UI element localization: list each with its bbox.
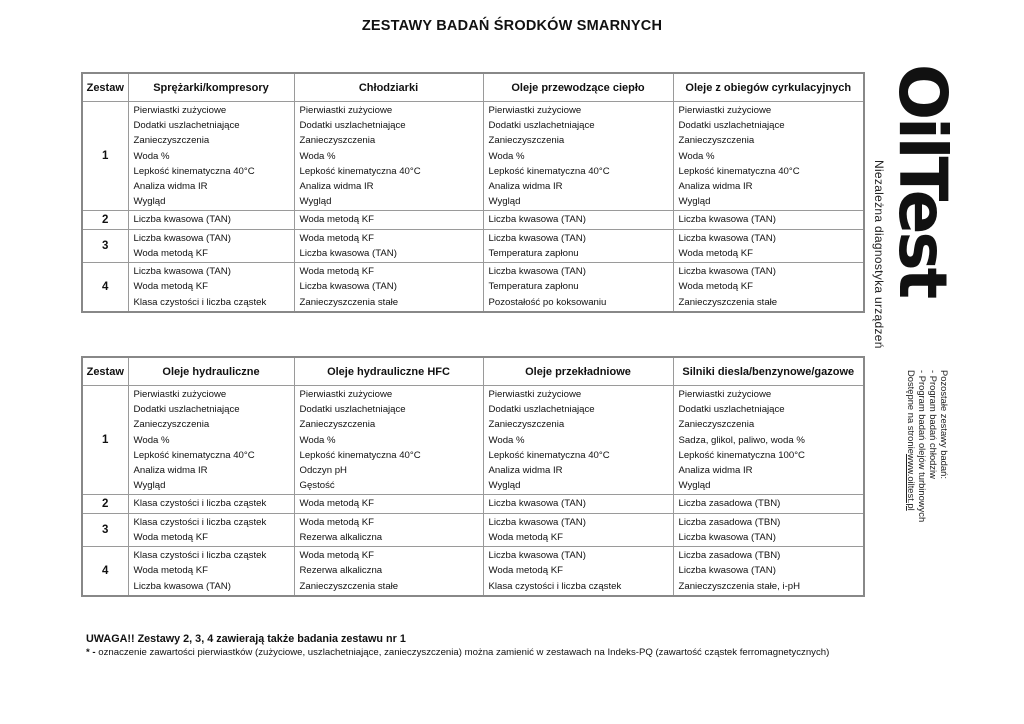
test-item: Klasa czystości i liczba cząstek xyxy=(133,516,267,528)
test-item: Pozostałość po koksowaniu xyxy=(488,296,607,308)
table-body xyxy=(82,386,864,596)
test-item: Liczba kwasowa (TAN) xyxy=(488,516,586,528)
table-cell xyxy=(128,211,294,229)
test-sets-table-2 xyxy=(81,356,865,597)
set-number: 1 xyxy=(82,386,128,495)
test-item: Pierwiastki zużyciowe xyxy=(678,389,772,400)
test-item: Liczba kwasowa (TAN) xyxy=(488,232,586,244)
test-item: Woda metodą KF xyxy=(133,281,208,293)
set-number: 4 xyxy=(82,547,128,596)
test-item: Dodatki uszlachetniające xyxy=(488,120,595,132)
test-item: Dodatki uszlachetniające xyxy=(133,404,240,416)
test-item: Analiza widma IR xyxy=(133,465,208,477)
table-cell xyxy=(128,263,294,312)
test-item: Woda metodą KF xyxy=(488,532,563,544)
test-item: Woda metodą KF xyxy=(488,565,563,577)
column-header: Oleje przekładniowe xyxy=(483,357,673,386)
test-item: Sadza, glikol, paliwo, woda % xyxy=(678,434,805,446)
column-header: Silniki diesla/benzynowe/gazowe xyxy=(673,357,864,386)
test-item: Klasa czystości i liczba cząstek xyxy=(488,580,622,592)
test-item: Woda metodą KF xyxy=(133,248,208,260)
test-item: Zanieczyszczenia xyxy=(299,419,376,431)
table-cell xyxy=(128,495,294,513)
test-item: Wygląd xyxy=(133,480,166,492)
test-item: Lepkość kinematyczna 40°C xyxy=(133,165,255,177)
table-cell xyxy=(294,229,483,262)
test-item: Pierwiastki zużyciowe xyxy=(488,389,582,400)
test-item: Pierwiastki zużyciowe xyxy=(133,389,227,400)
test-item: Woda metodą KF xyxy=(299,232,374,244)
table-cell xyxy=(294,263,483,312)
test-item: Analiza widma IR xyxy=(488,465,563,477)
table-header-row xyxy=(82,357,864,386)
test-item: Wygląd xyxy=(133,196,166,208)
test-item: Zanieczyszczenia xyxy=(488,419,565,431)
table-row xyxy=(82,211,864,229)
test-item: Zanieczyszczenia xyxy=(678,135,755,147)
notes xyxy=(86,632,829,659)
test-item: Woda % xyxy=(488,434,525,446)
other-sets-item: - Program badań olejów turbinowych xyxy=(917,370,928,523)
test-sets-table-1 xyxy=(81,72,865,313)
test-item: Zanieczyszczenia stałe xyxy=(299,296,399,308)
table-cell xyxy=(128,547,294,596)
test-item: Pierwiastki zużyciowe xyxy=(678,105,772,116)
table-cell xyxy=(483,386,673,495)
test-item: Woda % xyxy=(133,150,170,162)
test-item: Woda % xyxy=(299,434,336,446)
table-cell xyxy=(294,211,483,229)
test-item: Woda metodą KF xyxy=(678,248,753,260)
column-header: Oleje przewodzące ciepło xyxy=(483,73,673,102)
test-item: Analiza widma IR xyxy=(678,465,753,477)
table-cell xyxy=(483,102,673,211)
test-item: Liczba kwasowa (TAN) xyxy=(678,565,776,577)
set-number: 2 xyxy=(82,211,128,229)
test-item: Rezerwa alkaliczna xyxy=(299,565,383,577)
test-item: Pierwiastki zużyciowe xyxy=(488,105,582,116)
test-item: Klasa czystości i liczba cząstek xyxy=(133,550,267,562)
test-item: Wygląd xyxy=(678,196,711,208)
column-header-set: Zestaw xyxy=(82,357,128,386)
table-row xyxy=(82,547,864,596)
test-item: Lepkość kinematyczna 40°C xyxy=(299,165,421,177)
test-item: Liczba kwasowa (TAN) xyxy=(488,214,586,226)
footnote-text: oznaczenie zawartości pierwiastków (zużyciowe, uszlachetniające, zanieczyszczenia) można zamienić w zestawach na Indeks-PQ (zawartość cząstek ferromagnetycznych) xyxy=(95,647,830,658)
test-item: Dodatki uszlachetniające xyxy=(133,120,240,132)
test-item: Zanieczyszczenia xyxy=(678,419,755,431)
column-header: Chłodziarki xyxy=(294,73,483,102)
test-item: Woda metodą KF xyxy=(133,532,208,544)
test-item: Wygląd xyxy=(299,196,332,208)
table-cell xyxy=(673,513,864,546)
test-item: Lepkość kinematyczna 40°C xyxy=(488,165,610,177)
test-item: Woda metodą KF xyxy=(133,565,208,577)
test-item: Odczyn pH xyxy=(299,465,347,477)
table-row xyxy=(82,229,864,262)
test-item: Dodatki uszlachetniające xyxy=(299,404,406,416)
table-cell xyxy=(673,386,864,495)
test-item: Liczba kwasowa (TAN) xyxy=(133,214,231,226)
test-item: Lepkość kinematyczna 40°C xyxy=(133,449,255,461)
test-item: Liczba zasadowa (TBN) xyxy=(678,516,781,528)
table-cell xyxy=(673,495,864,513)
set-number: 3 xyxy=(82,513,128,546)
warning-note: UWAGA!! Zestawy 2, 3, 4 zawierają także badania zestawu nr 1 xyxy=(86,633,406,645)
test-item: Zanieczyszczenia stałe xyxy=(299,580,399,592)
test-item: Klasa czystości i liczba cząstek xyxy=(133,498,267,510)
test-item: Pierwiastki zużyciowe xyxy=(133,105,227,116)
test-item: Zanieczyszczenia stałe xyxy=(678,296,778,308)
test-item: Zanieczyszczenia xyxy=(488,135,565,147)
table-cell xyxy=(294,547,483,596)
test-item: Woda metodą KF xyxy=(299,550,374,562)
test-item: Liczba kwasowa (TAN) xyxy=(678,232,776,244)
test-item: Woda % xyxy=(678,150,715,162)
table-cell xyxy=(483,211,673,229)
table-row xyxy=(82,386,864,495)
test-item: Liczba zasadowa (TBN) xyxy=(678,550,781,562)
test-item: Woda metodą KF xyxy=(678,281,753,293)
test-item: Klasa czystości i liczba cząstek xyxy=(133,296,267,308)
test-item: Lepkość kinematyczna 40°C xyxy=(299,449,421,461)
test-item: Temperatura zapłonu xyxy=(488,281,579,293)
test-item: Woda % xyxy=(299,150,336,162)
test-item: Zanieczyszczenia xyxy=(299,135,376,147)
test-item: Zanieczyszczenia stałe, i-pH xyxy=(678,580,801,592)
test-item: Liczba kwasowa (TAN) xyxy=(678,532,776,544)
table-row xyxy=(82,263,864,312)
test-item: Dodatki uszlachetniające xyxy=(678,120,785,132)
oiltest-logo: OilTest xyxy=(884,64,961,297)
table-cell xyxy=(673,263,864,312)
test-item: Woda % xyxy=(133,434,170,446)
availability-line xyxy=(906,370,917,522)
test-item: Lepkość kinematyczna 100°C xyxy=(678,449,805,461)
test-item: Liczba kwasowa (TAN) xyxy=(488,550,586,562)
page-title: ZESTAWY BADAŃ ŚRODKÓW SMARNYCH xyxy=(361,18,663,34)
other-sets-note xyxy=(906,370,950,522)
table-cell xyxy=(128,513,294,546)
website-link[interactable]: www.oiltest.pl xyxy=(906,453,917,511)
test-item: Wygląd xyxy=(488,196,521,208)
table-cell xyxy=(294,102,483,211)
test-item: Rezerwa alkaliczna xyxy=(299,532,383,544)
test-item: Analiza widma IR xyxy=(299,181,374,193)
test-item: Dodatki uszlachetniające xyxy=(488,404,595,416)
test-item: Woda % xyxy=(488,150,525,162)
table-cell xyxy=(294,513,483,546)
test-item: Temperatura zapłonu xyxy=(488,248,579,260)
test-item: Liczba kwasowa (TAN) xyxy=(678,214,776,226)
set-number: 3 xyxy=(82,229,128,262)
table-header-row xyxy=(82,73,864,102)
table-cell xyxy=(483,547,673,596)
table-cell xyxy=(673,229,864,262)
test-item: Woda metodą KF xyxy=(299,266,374,278)
other-sets-heading: Pozostałe zestawy badań: xyxy=(939,370,950,479)
test-item: Analiza widma IR xyxy=(678,181,753,193)
test-item: Liczba kwasowa (TAN) xyxy=(488,266,586,278)
footnote-marker: * - xyxy=(86,647,96,658)
table-cell xyxy=(128,229,294,262)
test-item: Pierwiastki zużyciowe xyxy=(299,389,393,400)
test-item: Lepkość kinematyczna 40°C xyxy=(488,449,610,461)
test-item: Wygląd xyxy=(488,480,521,492)
availability-prefix: Dostępne na stronie xyxy=(906,370,917,454)
test-item: Gęstość xyxy=(299,480,335,492)
table-cell xyxy=(294,495,483,513)
test-item: Liczba kwasowa (TAN) xyxy=(133,266,231,278)
test-item: Analiza widma IR xyxy=(488,181,563,193)
test-item: Woda metodą KF xyxy=(299,498,374,510)
column-header: Oleje hydrauliczne xyxy=(128,357,294,386)
table-cell xyxy=(673,547,864,596)
test-item: Woda metodą KF xyxy=(299,516,374,528)
test-item: Zanieczyszczenia xyxy=(133,419,210,431)
test-item: Liczba kwasowa (TAN) xyxy=(299,281,397,293)
test-item: Lepkość kinematyczna 40°C xyxy=(678,165,800,177)
brand-tagline: Niezależna diagnostyka urządzeń xyxy=(872,160,886,349)
table-cell xyxy=(294,386,483,495)
column-header: Oleje hydrauliczne HFC xyxy=(294,357,483,386)
test-item: Liczba kwasowa (TAN) xyxy=(488,498,586,510)
set-number: 4 xyxy=(82,263,128,312)
table-cell xyxy=(483,263,673,312)
column-header-set: Zestaw xyxy=(82,73,128,102)
test-item: Liczba kwasowa (TAN) xyxy=(678,266,776,278)
test-item: Pierwiastki zużyciowe xyxy=(299,105,393,116)
test-item: Liczba zasadowa (TBN) xyxy=(678,498,781,510)
test-item: Woda metodą KF xyxy=(299,214,374,226)
table-cell xyxy=(673,211,864,229)
footnote xyxy=(86,646,829,659)
set-number: 1 xyxy=(82,102,128,211)
table-row xyxy=(82,102,864,211)
other-sets-item: - Program badań chłodziw xyxy=(928,370,939,479)
column-header: Oleje z obiegów cyrkulacyjnych xyxy=(673,73,864,102)
table-cell xyxy=(128,102,294,211)
test-item: Dodatki uszlachetniające xyxy=(678,404,785,416)
test-item: Zanieczyszczenia xyxy=(133,135,210,147)
table-cell xyxy=(483,513,673,546)
table-cell xyxy=(673,102,864,211)
test-item: Analiza widma IR xyxy=(133,181,208,193)
column-header: Sprężarki/kompresory xyxy=(128,73,294,102)
table-cell xyxy=(483,495,673,513)
table-cell xyxy=(483,229,673,262)
table-body xyxy=(82,102,864,312)
test-item: Liczba kwasowa (TAN) xyxy=(133,232,231,244)
test-item: Dodatki uszlachetniające xyxy=(299,120,406,132)
table-row xyxy=(82,495,864,513)
table-row xyxy=(82,513,864,546)
test-item: Liczba kwasowa (TAN) xyxy=(299,248,397,260)
set-number: 2 xyxy=(82,495,128,513)
table-cell xyxy=(128,386,294,495)
test-item: Wygląd xyxy=(678,480,711,492)
test-item: Liczba kwasowa (TAN) xyxy=(133,580,231,592)
